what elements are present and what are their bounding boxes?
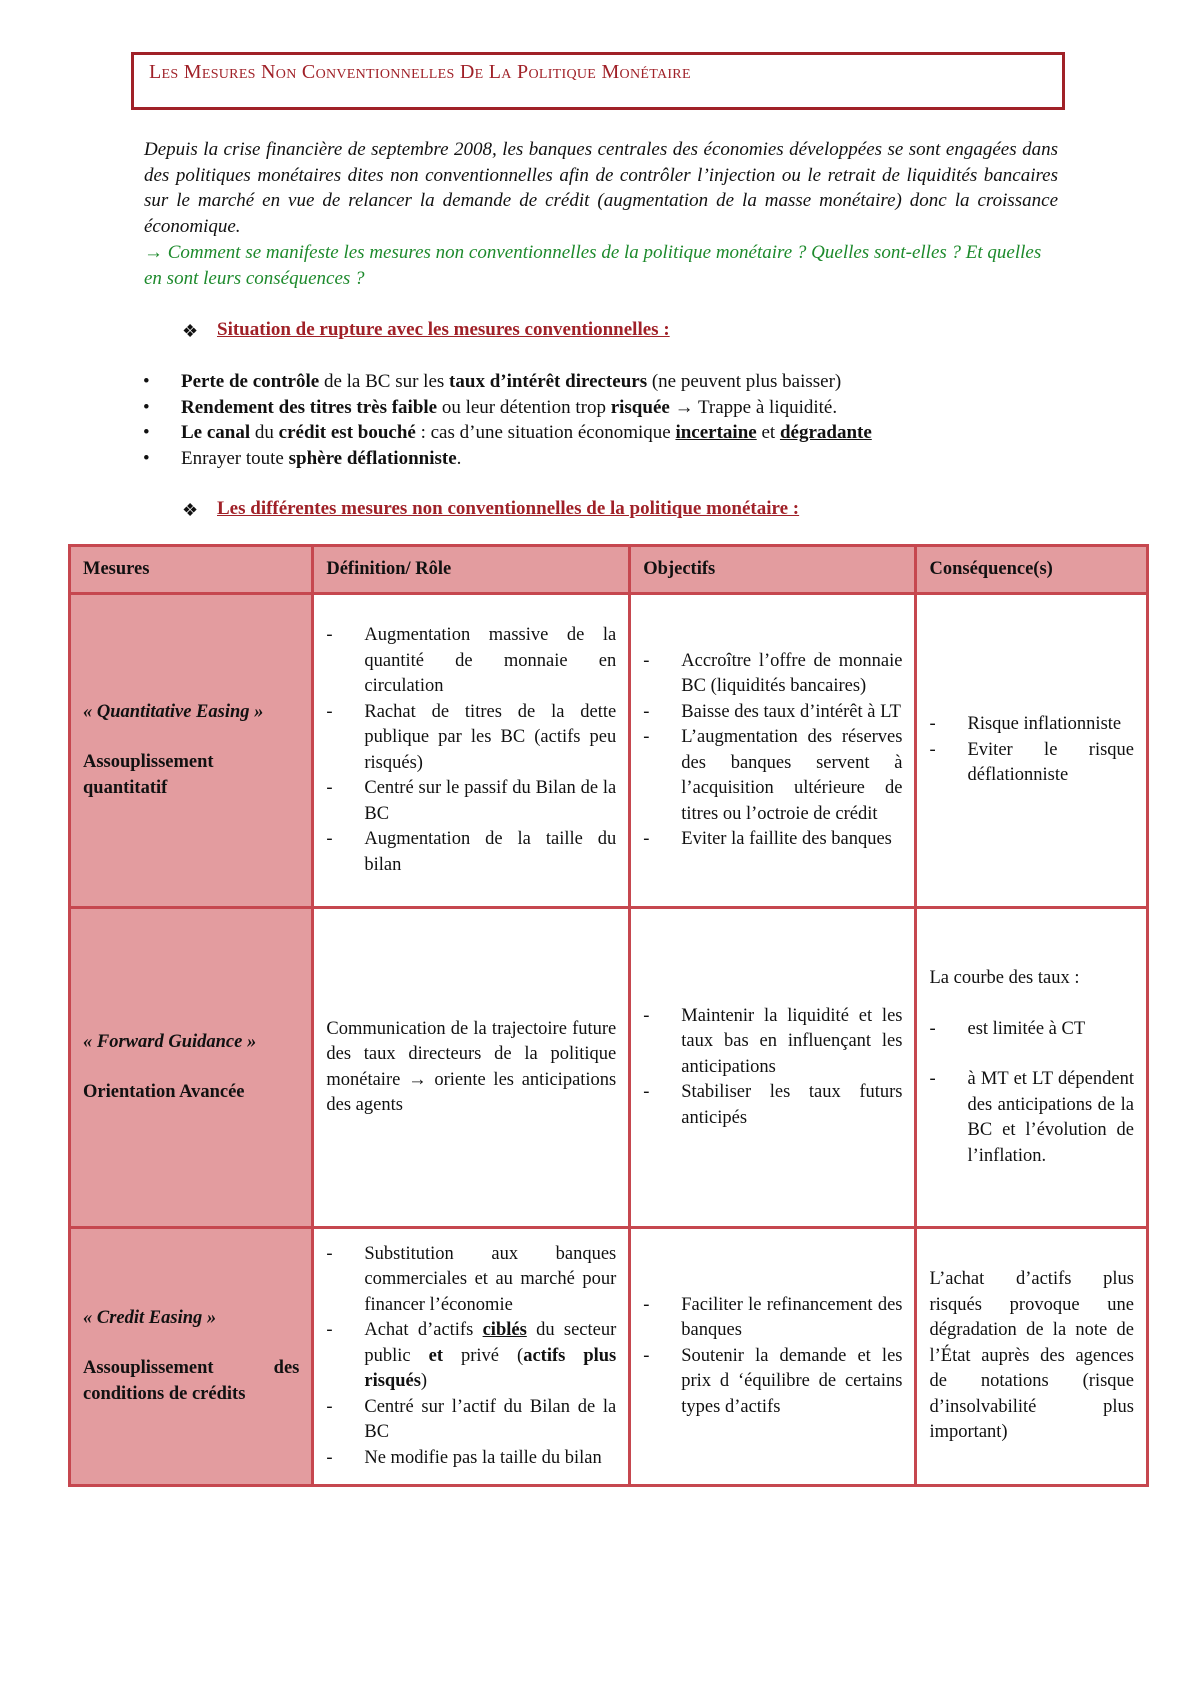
consequences-intro: La courbe des taux : bbox=[929, 968, 1080, 988]
table-row bbox=[70, 908, 1148, 1228]
column-header: Conséquence(s) bbox=[916, 546, 1148, 594]
measure-cell bbox=[70, 908, 313, 1228]
list-item: - Soutenir la demande et les prix d ‘équilibre de certains types d’actifs bbox=[643, 1344, 902, 1421]
list-item: - Achat d’actifs ciblés du secteur public et privé (actifs plus risqués) bbox=[326, 1318, 616, 1395]
list-item: - L’augmentation des réserves des banques servent à l’acquisition ultérieure de titres ou l’octroie de crédit bbox=[643, 725, 902, 827]
list-item: - Centré sur l’actif du Bilan de la BC bbox=[326, 1395, 616, 1446]
measure-name: « Forward Guidance » bbox=[83, 1031, 257, 1052]
list-item: - Baisse des taux d’intérêt à LT bbox=[643, 700, 902, 726]
intro-paragraph: Depuis la crise financière de septembre 2008, les banques centrales des économies développées se sont engagées dans des politiques monétaires dites non conventionnelles afin de contrôler l’injection ou le retrait de liquidités bancaires sur le marché en vue de relancer la demande de crédit (augmentation de la masse monétaire) donc la croissance économique. bbox=[144, 139, 1058, 237]
definition-text: Communication de la trajectoire future des taux directeurs de la politique monétaire → oriente les anticipations des agents bbox=[326, 1018, 617, 1115]
diamond-bullet-icon: ❖ bbox=[182, 321, 199, 341]
list-item: - Eviter la faillite des banques bbox=[643, 827, 902, 853]
table-header-row bbox=[70, 546, 1148, 594]
list-item: - à MT et LT dépendent des anticipations de la BC et l’évolution de l’inflation. bbox=[929, 1067, 1134, 1169]
section-heading-measures: Les différentes mesures non conventionnelles de la politique monétaire : bbox=[217, 498, 800, 519]
list-item: - Rachat de titres de la dette publique par les BC (actifs peu risqués) bbox=[326, 700, 616, 777]
list-item: - Substitution aux banques commerciales et au marché pour financer l’économie bbox=[326, 1242, 616, 1319]
bullet-item: • Rendement des titres très faible ou leur détention trop risquée → Trappe à liquidité. bbox=[143, 395, 1063, 421]
consequences-cell bbox=[916, 908, 1148, 1228]
guiding-question bbox=[144, 240, 1058, 291]
rupture-bullet-list bbox=[143, 369, 1063, 471]
list-item: - Faciliter le refinancement des banques bbox=[643, 1293, 902, 1344]
measure-french-name: Assouplissement quantitatif bbox=[83, 752, 214, 798]
list-item: - Accroître l’offre de monnaie BC (liquidités bancaires) bbox=[643, 649, 902, 700]
bullet-dot-icon: • bbox=[143, 371, 150, 392]
column-header: Définition/ Rôle bbox=[313, 546, 630, 594]
definition-cell bbox=[313, 908, 630, 1228]
objectives-cell bbox=[630, 908, 916, 1228]
measures-table bbox=[68, 544, 1149, 1487]
measure-name: « Credit Easing » bbox=[83, 1307, 217, 1328]
section-heading-rupture: Situation de rupture avec les mesures conventionnelles : bbox=[217, 319, 670, 340]
bullet-dot-icon: • bbox=[143, 422, 150, 443]
bullet-dot-icon: • bbox=[143, 447, 150, 469]
question-text: Comment se manifeste les mesures non conventionnelles de la politique monétaire ? Quelles sont-elles ? Et quelles en sont leurs conséquences ? bbox=[144, 242, 1042, 289]
list-item: - Stabiliser les taux futurs anticipés bbox=[643, 1080, 902, 1131]
measure-french-name: Orientation Avancée bbox=[83, 1082, 245, 1102]
objectives-cell bbox=[630, 1228, 916, 1486]
list-item: - Maintenir la liquidité et les taux bas en influençant les anticipations bbox=[643, 1004, 902, 1081]
list-item: - Risque inflationniste bbox=[929, 712, 1134, 738]
column-header: Mesures bbox=[70, 546, 313, 594]
measure-cell bbox=[70, 594, 313, 908]
consequences-cell bbox=[916, 594, 1148, 908]
list-item: - Centré sur le passif du Bilan de la BC bbox=[326, 776, 616, 827]
measure-french-name: Assouplissement des conditions de crédits bbox=[83, 1358, 300, 1404]
list-item: - Augmentation de la taille du bilan bbox=[326, 827, 616, 878]
title-box bbox=[131, 52, 1065, 110]
consequences-text: L’achat d’actifs plus risqués provoque une dégradation de la note de l’État auprès des agences de notations (risque d’insolvabilité plus important) bbox=[929, 1269, 1134, 1443]
consequences-cell bbox=[916, 1228, 1148, 1486]
list-item: - Eviter le risque déflationniste bbox=[929, 738, 1134, 789]
table-row bbox=[70, 1228, 1148, 1486]
objectives-cell bbox=[630, 594, 916, 908]
definition-cell bbox=[313, 594, 630, 908]
list-item: - Ne modifie pas la taille du bilan bbox=[326, 1446, 616, 1472]
measure-name: « Quantitative Easing » bbox=[83, 701, 264, 722]
measure-cell bbox=[70, 1228, 313, 1486]
document-title: Les Mesures Non Conventionnelles De La Politique Monétaire bbox=[149, 61, 691, 83]
list-item: - est limitée à CT bbox=[929, 1017, 1134, 1043]
bullet-item: • Le canal du crédit est bouché : cas d’une situation économique incertaine et dégradante bbox=[143, 420, 1063, 446]
diamond-bullet-icon: ❖ bbox=[182, 500, 199, 520]
column-header: Objectifs bbox=[630, 546, 916, 594]
list-item: - Augmentation massive de la quantité de monnaie en circulation bbox=[326, 623, 616, 700]
table-row bbox=[70, 594, 1148, 908]
definition-cell bbox=[313, 1228, 630, 1486]
bullet-dot-icon: • bbox=[143, 396, 150, 418]
arrow-icon: → bbox=[144, 242, 163, 263]
bullet-item: • Enrayer toute sphère déflationniste. bbox=[143, 446, 1063, 472]
bullet-item: • Perte de contrôle de la BC sur les taux d’intérêt directeurs (ne peuvent plus baisser) bbox=[143, 369, 1063, 395]
